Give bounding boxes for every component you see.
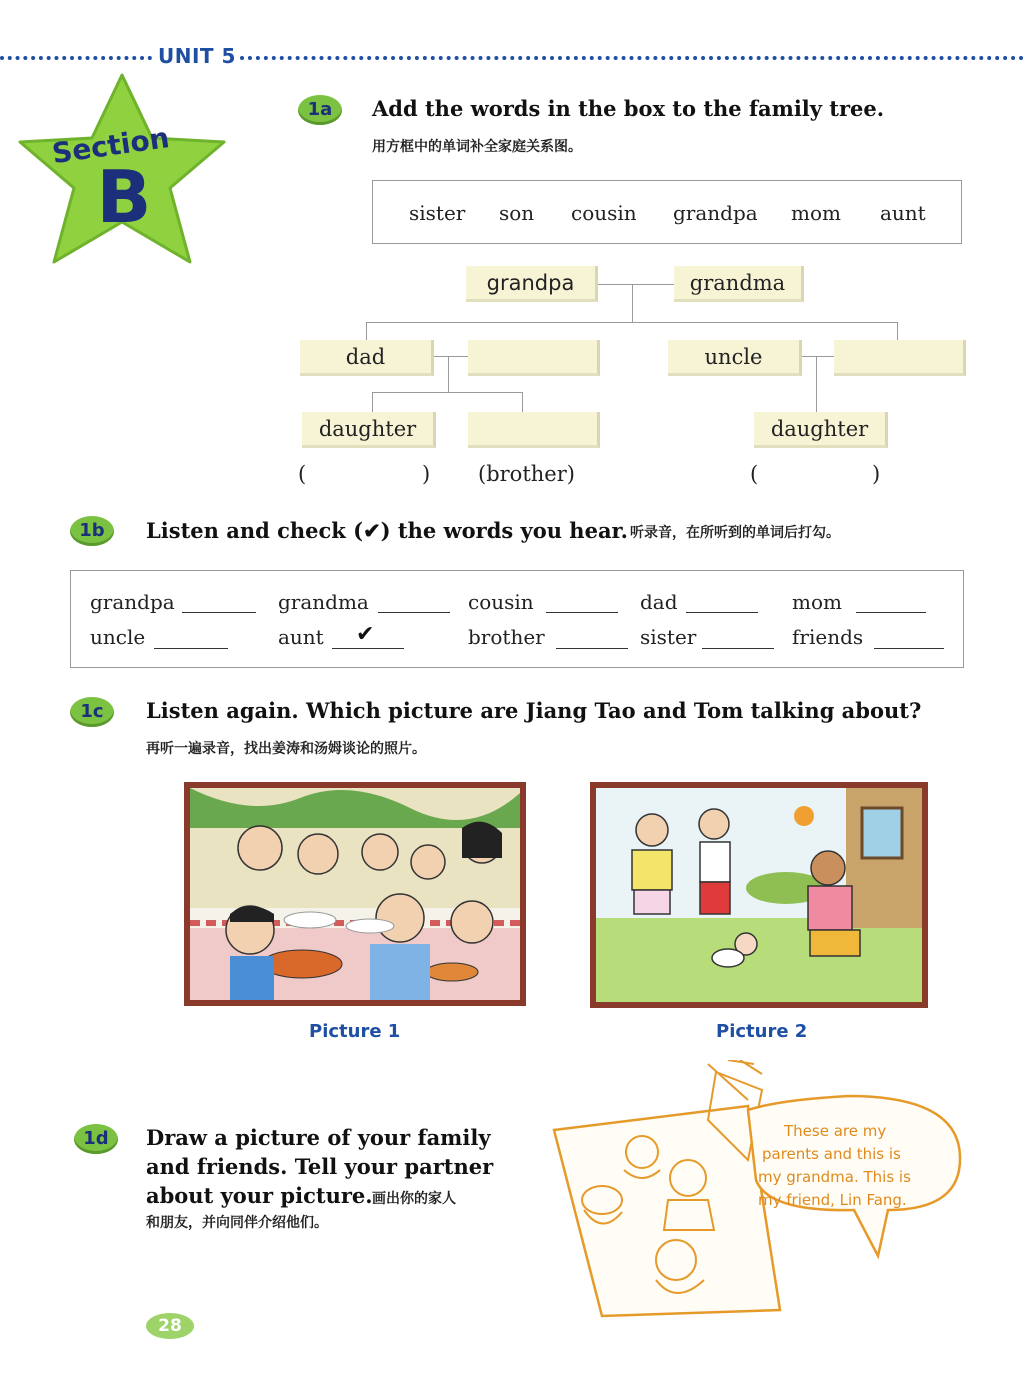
- ex1c-cn: 再听一遍录音，找出姜涛和汤姆谈论的照片。: [146, 741, 426, 757]
- check-word-sister: sister: [640, 625, 697, 649]
- check-word-grandpa: grandpa: [90, 590, 175, 614]
- badge-1d: 1d: [74, 1124, 118, 1154]
- check-blank-aunt[interactable]: [332, 648, 404, 649]
- check-word-uncle: uncle: [90, 625, 146, 649]
- check-blank-mom[interactable]: [856, 612, 926, 613]
- family-dinner-illustration-icon: [190, 788, 520, 1000]
- check-word-aunt: aunt: [278, 625, 324, 649]
- word-son: son: [499, 201, 535, 225]
- check-blank-dad[interactable]: [686, 612, 758, 613]
- badge-1c: 1c: [70, 697, 114, 727]
- word-mom: mom: [791, 201, 841, 225]
- check-word-friends: friends: [792, 625, 864, 649]
- listen-check-box: [70, 570, 964, 668]
- paren-brother: (brother): [478, 462, 575, 486]
- page-number: 28: [146, 1313, 194, 1339]
- ex1c-title: Listen again. Which picture are Jiang Tao and Tom talking about?: [146, 698, 922, 723]
- check-word-brother: brother: [468, 625, 545, 649]
- tree-node-grandpa: grandpa: [466, 266, 598, 302]
- word-aunt: aunt: [880, 201, 926, 225]
- unit-label: UNIT 5: [158, 44, 236, 68]
- tree-node-grandma: grandma: [674, 266, 804, 302]
- checkmark-icon: ✔: [356, 622, 375, 647]
- tree-line-stem-right: [816, 356, 817, 412]
- word-box: [372, 180, 962, 244]
- tree-line-drop-daughter-left: [372, 392, 373, 412]
- ex1d-cn1: 画出你的家人: [372, 1191, 456, 1207]
- tree-line-branch-top: [366, 322, 898, 323]
- tree-line-stem-top: [632, 284, 633, 322]
- tree-node-blank-son[interactable]: [468, 412, 600, 448]
- tree-line-couple-right: [800, 356, 834, 357]
- ex1b-cn: 听录音，在所听到的单词后打勾。: [630, 525, 840, 541]
- check-blank-sister[interactable]: [702, 648, 774, 649]
- check-blank-friends[interactable]: [874, 648, 944, 649]
- tree-node-daughter-left: daughter: [302, 412, 436, 448]
- tree-line-couple-left: [434, 356, 468, 357]
- tree-node-daughter-right: daughter: [754, 412, 888, 448]
- check-word-grandma: grandma: [278, 590, 369, 614]
- ex1a-cn: 用方框中的单词补全家庭关系图。: [372, 139, 582, 155]
- tree-node-blank-aunt[interactable]: [834, 340, 966, 376]
- paren-left-close: ): [422, 462, 431, 486]
- section-letter: B: [96, 155, 152, 239]
- section-word: Section: [50, 121, 172, 171]
- badge-1b: 1b: [70, 516, 114, 546]
- ex1d-line3: about your picture.: [146, 1183, 373, 1208]
- paren-right-open: (: [750, 462, 759, 486]
- ex1d-line1: Draw a picture of your family: [146, 1125, 491, 1150]
- check-blank-brother[interactable]: [556, 648, 628, 649]
- check-blank-grandpa[interactable]: [182, 612, 256, 613]
- tree-node-dad: dad: [300, 340, 434, 376]
- picture-1[interactable]: [184, 782, 526, 1006]
- paren-left-open: (: [298, 462, 307, 486]
- bubble-line-3: my grandma. This is: [758, 1168, 911, 1186]
- bubble-line-4: my friend, Lin Fang.: [758, 1191, 907, 1209]
- tree-line-drop-blank: [522, 392, 523, 412]
- check-word-mom: mom: [792, 590, 842, 614]
- tree-line-drop-right: [897, 322, 898, 340]
- word-sister: sister: [409, 201, 466, 225]
- ex1d-cn2: 和朋友，并向同伴介绍他们。: [146, 1215, 328, 1231]
- ex1b-title: Listen and check (✔) the words you hear.: [146, 518, 628, 543]
- word-grandpa: grandpa: [673, 201, 758, 225]
- section-star-icon: [12, 70, 232, 270]
- check-blank-grandma[interactable]: [378, 612, 450, 613]
- header-dots-left: [0, 56, 152, 60]
- tree-line-couple-top: [598, 284, 674, 285]
- picture-1-caption: Picture 1: [309, 1021, 401, 1042]
- ex1d-line2: and friends. Tell your partner: [146, 1154, 494, 1179]
- picture-2[interactable]: [590, 782, 928, 1008]
- tree-node-uncle: uncle: [668, 340, 802, 376]
- check-word-dad: dad: [640, 590, 678, 614]
- badge-1a: 1a: [298, 95, 342, 125]
- paren-right-close: ): [872, 462, 881, 486]
- park-family-illustration-icon: [596, 788, 922, 1002]
- check-word-cousin: cousin: [468, 590, 534, 614]
- check-blank-uncle[interactable]: [154, 648, 228, 649]
- word-cousin: cousin: [571, 201, 637, 225]
- bubble-line-1: These are my: [784, 1122, 887, 1140]
- tree-line-drop-dad: [366, 322, 367, 340]
- check-blank-cousin[interactable]: [546, 612, 618, 613]
- bubble-line-2: parents and this is: [762, 1145, 901, 1163]
- tree-line-branch-left: [372, 392, 522, 393]
- picture-2-caption: Picture 2: [716, 1021, 808, 1042]
- ex1a-title: Add the words in the box to the family tree.: [372, 96, 885, 121]
- tree-node-blank-mom[interactable]: [468, 340, 600, 376]
- tree-line-stem-left: [448, 356, 449, 392]
- header-dots-right: [240, 56, 1024, 60]
